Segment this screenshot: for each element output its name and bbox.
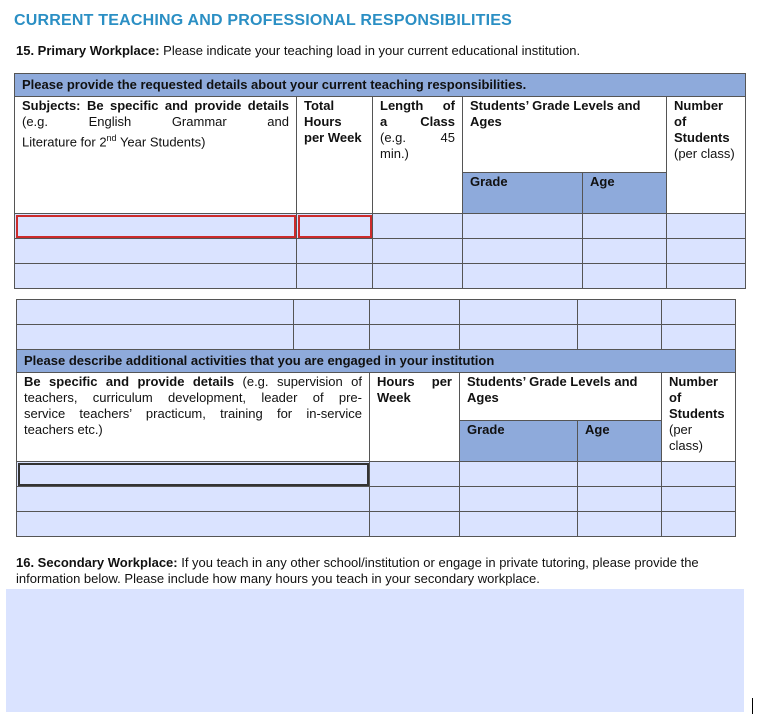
activities-grade-input-2[interactable] [460,487,578,512]
activities-input-2[interactable] [17,487,370,512]
section-title: CURRENT TEACHING AND PROFESSIONAL RESPONSIBILITIES [14,12,513,29]
activities-age-subheader: Age [578,421,662,462]
number-input-1[interactable] [667,214,746,239]
activity-prev-input-9[interactable] [370,325,460,350]
age-input-3[interactable] [583,264,667,289]
class-length-bold-2: a Class [380,114,455,129]
activities-example-1: (e.g. supervision of [234,374,362,389]
activities-age-input-2[interactable] [578,487,662,512]
activity-prev-input-1[interactable] [17,300,294,325]
question-15-label: 15. Primary Workplace: [16,43,160,58]
length-input-2[interactable] [373,239,463,264]
length-input-3[interactable] [373,264,463,289]
question-16 [16,555,751,587]
age-input-2[interactable] [583,239,667,264]
subjects-sup: nd [106,133,117,143]
activity-prev-input-5[interactable] [578,300,662,325]
primary-workplace-table [14,73,746,289]
hours-per-week-text: Hours per Week [377,374,452,405]
activity-prev-input-2[interactable] [294,300,370,325]
number-input-2[interactable] [667,239,746,264]
grade-subheader: Grade [463,173,583,214]
table2-header: Please describe additional activities that you are engaged in your institution [17,350,736,373]
activities-age-input-1[interactable] [578,462,662,487]
activities-number-bold: Number of Students [669,374,725,421]
question-16-text: If you teach in any other school/institution or engage in private tutoring, please provide the information below. Please include how many hours you teach in your secondary workplace. [16,555,699,586]
grade-input-1[interactable] [463,214,583,239]
activities-column-header [17,373,370,462]
activities-hours-input-1[interactable] [370,462,460,487]
activities-bold: Be specific and provide details [24,374,235,389]
hours-input-3[interactable] [297,264,373,289]
activities-grade-input-1[interactable] [460,462,578,487]
activity-prev-input-6[interactable] [662,300,736,325]
table1-header: Please provide the requested details about your current teaching responsibilities. [15,74,746,97]
activities-example-2: teachers, curriculum development, leader of pre- [24,390,362,405]
activities-hours-input-3[interactable] [370,512,460,537]
number-input-3[interactable] [667,264,746,289]
text-cursor [752,698,753,714]
activity-prev-input-10[interactable] [460,325,578,350]
grade-input-3[interactable] [463,264,583,289]
class-length-bold-1: Length of [380,98,455,113]
activity-prev-input-3[interactable] [370,300,460,325]
hours-input-2[interactable] [297,239,373,264]
activities-number-input-3[interactable] [662,512,736,537]
hours-input-1[interactable] [297,214,373,239]
age-subheader: Age [583,173,667,214]
class-length-min: min.) [380,146,409,161]
number-students-bold: Number of Students [674,98,730,145]
grade-input-2[interactable] [463,239,583,264]
activities-number-students-header [662,373,736,462]
secondary-workplace-textarea[interactable] [6,589,744,712]
activities-grade-levels-header: Students’ Grade Levels and Ages [460,373,662,421]
number-students-column-header [667,97,746,214]
activity-prev-input-11[interactable] [578,325,662,350]
age-input-1[interactable] [583,214,667,239]
subjects-example-3: Year Students) [116,134,206,150]
total-hours-column-header: Total Hours per Week [297,97,373,214]
subjects-input-1[interactable] [15,214,297,239]
additional-activities-table [16,299,736,537]
number-students-rest: (per class) [674,146,735,161]
activities-example-3: service teachers’ practicum, training for in-service [24,406,362,421]
subjects-input-3[interactable] [15,264,297,289]
activity-prev-input-4[interactable] [460,300,578,325]
activities-grade-input-3[interactable] [460,512,578,537]
activities-example-4: teachers etc.) [24,422,103,437]
activities-number-input-2[interactable] [662,487,736,512]
question-15 [16,43,580,58]
hours-per-week-column-header [370,373,460,462]
activity-prev-input-8[interactable] [294,325,370,350]
question-16-label: 16. Secondary Workplace: [16,555,178,570]
subjects-example: (e.g. English Grammar and [22,114,289,129]
activities-grade-subheader: Grade [460,421,578,462]
activities-number-input-1[interactable] [662,462,736,487]
class-length-column-header [373,97,463,214]
activity-prev-input-7[interactable] [17,325,294,350]
activities-input-3[interactable] [17,512,370,537]
activities-input-1[interactable] [17,462,370,487]
subjects-column-header [15,97,297,214]
length-input-1[interactable] [373,214,463,239]
activities-hours-input-2[interactable] [370,487,460,512]
subjects-bold: Subjects: Be specific and provide details [22,98,289,113]
question-15-text: Please indicate your teaching load in your current educational institution. [159,43,581,58]
subjects-input-2[interactable] [15,239,297,264]
subjects-example-2: Literature for 2 [22,134,107,150]
activities-number-rest: (per class) [669,422,703,453]
activities-age-input-3[interactable] [578,512,662,537]
class-length-example: (e.g. 45 [380,130,455,145]
activity-prev-input-12[interactable] [662,325,736,350]
grade-levels-column-header: Students’ Grade Levels and Ages [463,97,667,173]
